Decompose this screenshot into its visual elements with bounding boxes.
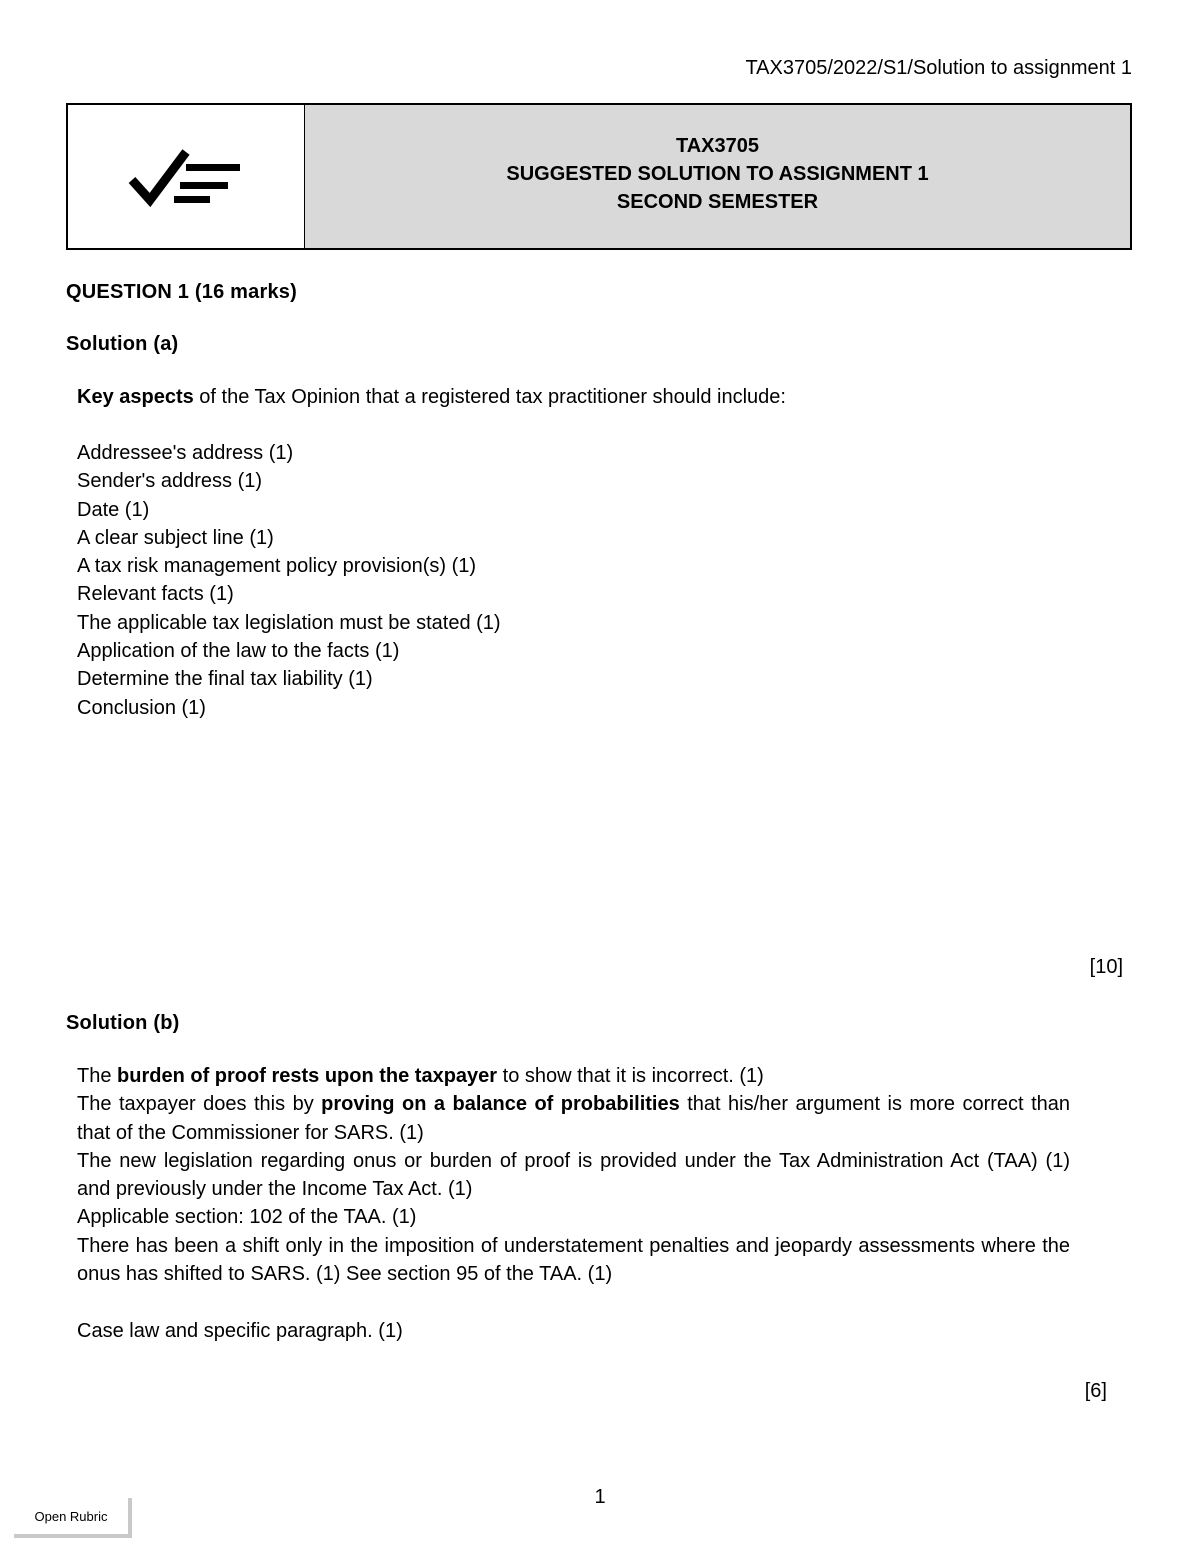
list-item: Conclusion (1) [77, 696, 206, 719]
semester-label: SECOND SEMESTER [616, 190, 819, 213]
text: The [77, 1065, 118, 1087]
list-item: Addressee's address (1) [77, 442, 294, 464]
list-item: Relevant facts (1) [77, 583, 234, 606]
list-item: A clear subject line (1) [77, 526, 274, 549]
document-reference: TAX3705/2022/S1/Solution to assignment 1 [745, 57, 1132, 79]
list-item: A tax risk management policy provision(s) (1) [77, 555, 477, 578]
page-number: 1 [594, 1486, 606, 1508]
open-rubric-button[interactable]: Open Rubric [14, 1498, 132, 1538]
solution-b-paragraph: Case law and specific paragraph. (1) [77, 1319, 403, 1342]
intro-text: of the Tax Opinion that a registered tax practitioner should include: [193, 386, 786, 408]
solution-b-paragraph [77, 1090, 1070, 1147]
course-code: TAX3705 [675, 134, 759, 157]
document-title: SUGGESTED SOLUTION TO ASSIGNMENT 1 [506, 162, 929, 185]
title-cell [305, 105, 1130, 248]
list-item: The applicable tax legislation must be stated (1) [77, 611, 501, 634]
text: that his/her argument is more correct than that of the Commissioner for SARS. (1) [77, 1093, 1070, 1144]
solution-a-intro [77, 383, 786, 411]
list-item: Sender's address (1) [77, 470, 263, 493]
solution-b-paragraph: The new legislation regarding onus or burden of proof is provided under the Tax Administration Act (TAA) (1) and previously under the Income Tax Act. (1) [77, 1149, 1070, 1201]
logo-cell [68, 105, 305, 248]
bold-text: proving on a balance of probabilities [321, 1093, 680, 1116]
title-box [66, 103, 1132, 250]
text: The taxpayer does this by [77, 1093, 322, 1116]
solution-b-body [77, 1062, 1070, 1345]
solution-b-paragraph [77, 1062, 1070, 1090]
list-item: Date (1) [77, 498, 150, 521]
list-item: Determine the final tax liability (1) [77, 668, 373, 691]
solution-b-heading: Solution (b) [66, 1012, 180, 1034]
intro-bold-text: Key aspects [77, 386, 194, 408]
spacer [77, 1288, 1070, 1316]
solution-b-paragraph: Applicable section: 102 of the TAA. (1) [77, 1206, 417, 1229]
solution-b-marks: [6] [1084, 1380, 1107, 1402]
list-item: Application of the law to the facts (1) [77, 640, 400, 663]
solution-b-paragraph: There has been a shift only in the imposition of understatement penalties and jeopardy assessments where the onus has shifted to SARS. (1) See section 95 of the TAA. (1) [77, 1234, 1070, 1286]
solution-a-heading: Solution (a) [66, 333, 179, 355]
question-1-heading: QUESTION 1 (16 marks) [66, 281, 297, 303]
checklist-icon [128, 146, 244, 208]
key-aspects-list [77, 439, 501, 722]
bold-text: burden of proof rests upon the taxpayer [117, 1065, 498, 1087]
text: to show that it is incorrect. (1) [497, 1065, 764, 1087]
solution-a-marks: [10] [1089, 956, 1123, 978]
